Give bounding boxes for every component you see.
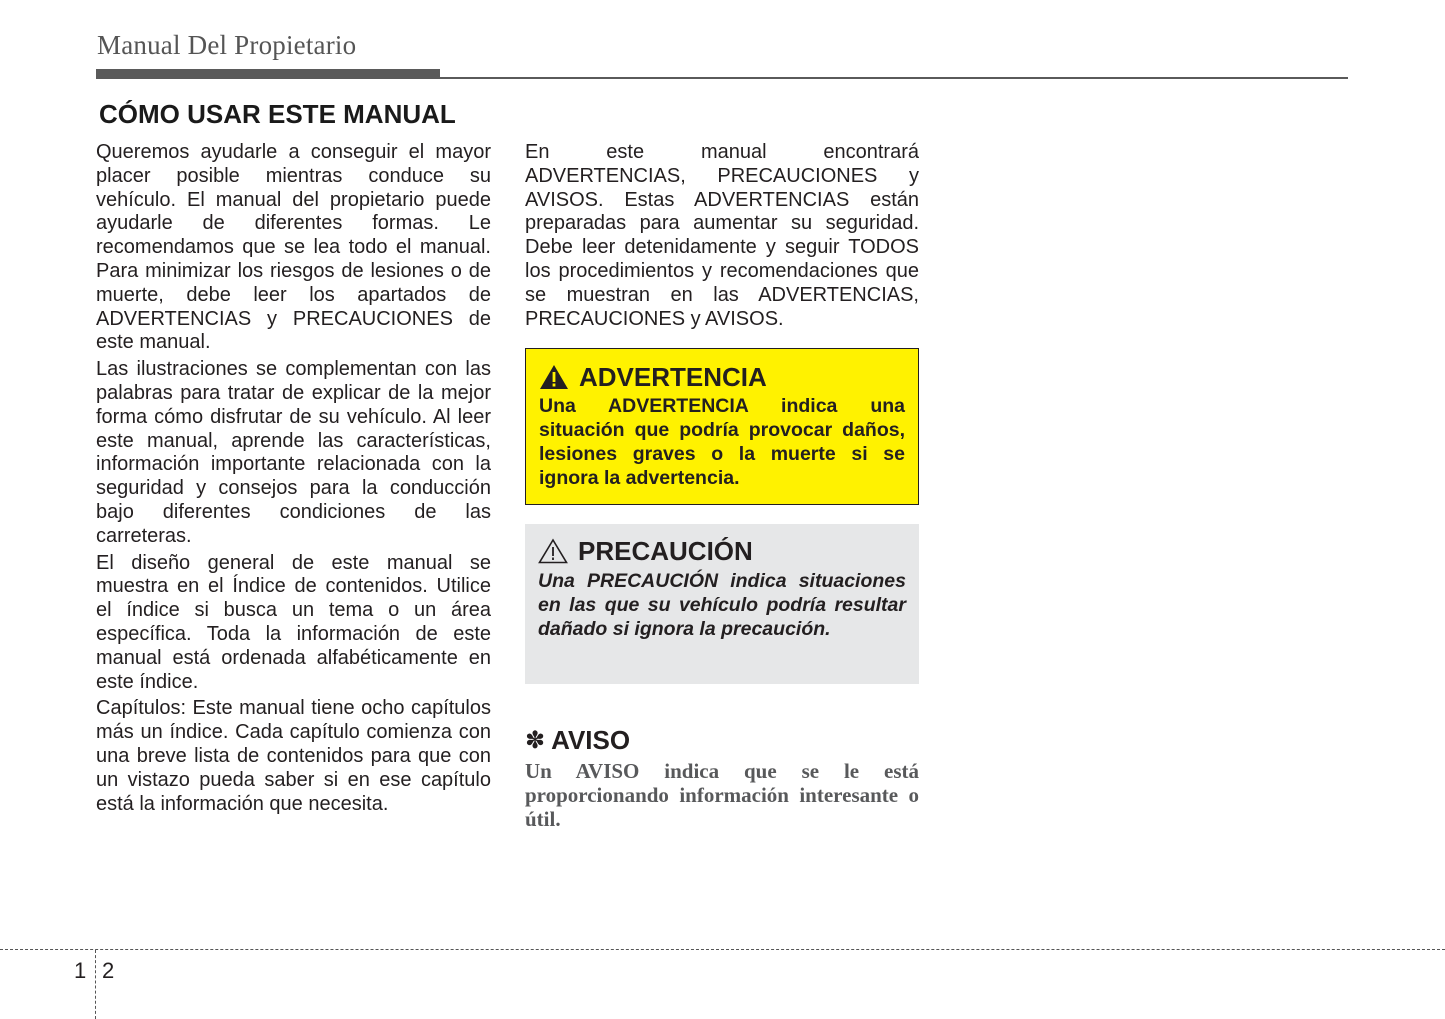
chapter-number: 1 (74, 958, 87, 983)
paragraph: El diseño general de este manual se muestra en el Índice de contenidos. Utilice el índice si busca un tema o un área específica. Toda la información de este manual está ordenada alfabéticamente en este índice. (96, 551, 491, 693)
section-title: CÓMO USAR ESTE MANUAL (99, 99, 456, 129)
paragraph: Queremos ayudarle a conseguir el mayor placer posible mientras conduce su vehículo. El manual del propietario puede ayudarle de diferentes formas. Le recomendamos que se lea todo el manual. Para minimizar los riesgos de lesiones o de muerte, debe leer los apartados de ADVERTENCIAS y PRECAUCIONES de este manual. (96, 141, 491, 354)
warning-header (539, 362, 905, 392)
paragraph: Capítulos: Este manual tiene ocho capítulos más un índice. Cada capítulo comienza con una breve lista de contenidos para que con un vistazo pueda saber si en ese capítulo está la información que necesita. (96, 697, 491, 815)
caution-title: PRECAUCIÓN (578, 535, 753, 566)
warning-box (525, 348, 919, 505)
warning-title: ADVERTENCIA (579, 361, 767, 392)
header-title: Manual Del Propietario (97, 30, 357, 60)
intro-paragraph: En este manual encontrará ADVERTENCIAS, PRECAUCIONES y AVISOS. Estas ADVERTENCIAS están preparadas para aumentar su seguridad. Debe leer detenidamente y seguir TODOS los procedimientos y recomendaciones que se muestran en las ADVERTENCIAS, PRECAUCIONES y AVISOS. (525, 141, 919, 330)
caution-box (525, 524, 919, 684)
note-header (525, 725, 630, 756)
header-rule-thick (96, 69, 440, 79)
page-number: 2 (102, 958, 115, 983)
footer-dashed-divider (95, 950, 96, 1019)
caution-header (538, 536, 906, 566)
warning-triangle-icon (539, 364, 569, 390)
note-star-icon: ✽ (525, 727, 546, 754)
header-rule-thin (440, 77, 1348, 79)
left-column (96, 141, 491, 819)
paragraph: Las ilustraciones se complementan con las palabras para tratar de explicar de la mejor forma cómo disfrutar de su vehículo. Al leer este manual, aprende las características, información importante relacionada con la seguridad y consejos para la conducción bajo diferentes condiciones de las carreteras. (96, 358, 491, 547)
caution-triangle-icon (538, 538, 568, 564)
note-title: AVISO (551, 725, 631, 755)
note-text: Un AVISO indica que se le está proporcionando información interesante o útil. (525, 759, 919, 831)
footer-dashed-rule (0, 949, 1445, 950)
caution-text: Una PRECAUCIÓN indica situaciones en las que su vehículo podría resultar dañado si ignora la precaución. (538, 570, 906, 640)
right-column (525, 141, 919, 334)
warning-text: Una ADVERTENCIA indica una situación que podría provocar daños, lesiones graves o la muerte si se ignora la advertencia. (539, 395, 905, 489)
